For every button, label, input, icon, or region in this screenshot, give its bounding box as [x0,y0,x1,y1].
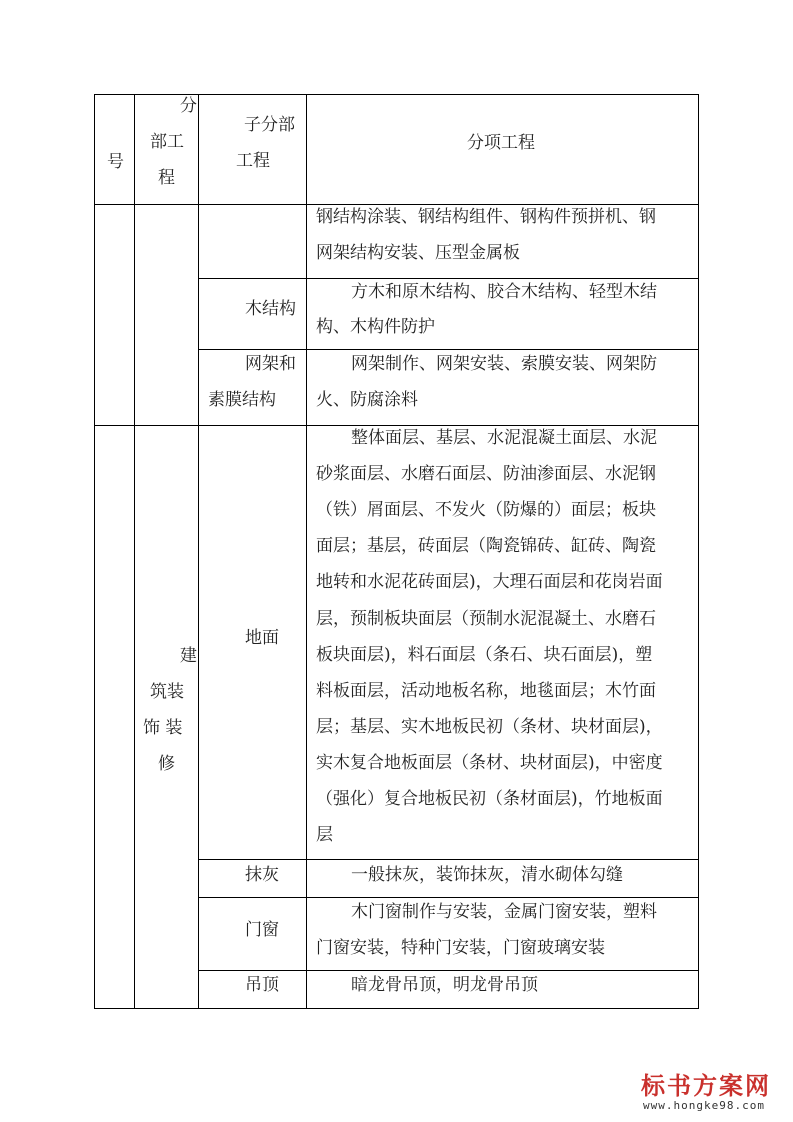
row-4-item-line-11: （强化）复合地板民初（条材面层)，竹地板面 [316,789,663,809]
division-line-1: 建 [180,646,197,666]
row-6-item-line-2: 门窗安装，特种门安装，门窗玻璃安装 [316,938,605,958]
table-border-right [698,94,699,1009]
row-6-subdivision: 门窗 [245,920,279,940]
row-4-item-line-4: 面层；基层，砖面层（陶瓷锦砖、缸砖、陶瓷 [316,536,656,556]
header-no: 号 [107,152,124,172]
row-5-subdivision: 抹灰 [245,865,279,885]
row-7-item-line-1: 暗龙骨吊顶，明龙骨吊顶 [351,975,538,995]
header-division-line-2: 部工 [150,132,184,152]
watermark-logo: 标书方案网 [641,1072,771,1100]
row-4-item-line-2: 砂浆面层、水磨石面层、防油渗面层、水泥钢 [316,464,656,484]
row-4-item-line-10: 实木复合地板面层（条材、块材面层)，中密度 [316,753,663,773]
column-divider [134,94,135,1009]
watermark-url: www.hongke98.com [643,1099,765,1112]
row-5-item-line-1: 一般抹灰，装饰抹灰，清水砌体勾缝 [351,865,623,885]
row-4-item-line-8: 料板面层，活动地板名称，地毯面层；木竹面 [316,681,656,701]
row-6-item-line-1: 木门窗制作与安装，金属门窗安装，塑料 [351,902,657,922]
row-1-item-line-2: 网架结构安装、压型金属板 [316,243,520,263]
row-3-item-line-2: 火、防腐涂料 [316,390,418,410]
row-4-item-line-1: 整体面层、基层、水泥混凝土面层、水泥 [351,428,657,448]
row-4-item-line-3: （铁）屑面层、不发火（防爆的）面层；板块 [316,500,656,520]
row-2-subdivision: 木结构 [245,299,296,319]
header-subdivision-line-2: 工程 [236,151,270,171]
table-border-left [94,94,95,1009]
division-line-4: 修 [158,754,175,774]
header-division-line-3: 程 [158,168,175,188]
row-4-item-line-7: 板块面层)，料石面层（条石、块石面层)，塑 [316,645,653,665]
row-2-item-line-2: 构、木构件防护 [316,317,435,337]
row-1-item-line-1: 钢结构涂装、钢结构组件、钢构件预拼机、钢 [316,207,656,227]
row-3-item-line-1: 网架制作、网架安装、索膜安装、网架防 [351,354,657,374]
header-items: 分项工程 [467,133,535,153]
row-4-item-line-6: 层，预制板块面层（预制水泥混凝土、水磨石 [316,609,656,629]
row-7-subdivision: 吊顶 [245,975,279,995]
row-4-item-line-12: 层 [316,825,333,845]
column-divider [198,94,199,1009]
table-border-bottom [94,1008,699,1009]
header-division-line-1: 分 [180,96,197,116]
row-4-item-line-5: 地转和水泥花砖面层)，大理石面层和花岗岩面 [316,572,663,592]
row-3-subdivision-line-1: 网架和 [245,354,296,374]
row-4-subdivision: 地面 [245,628,279,648]
division-line-2: 筑装 [150,682,184,702]
row-4-item-line-9: 层；基层、实木地板民初（条材、块材面层)， [316,717,663,737]
division-line-3: 饰 装 [143,718,183,738]
column-divider [306,94,307,1009]
row-2-item-line-1: 方木和原木结构、胶合木结构、轻型木结 [351,282,657,302]
header-subdivision-line-1: 子分部 [244,115,295,135]
row-3-subdivision-line-2: 素膜结构 [208,390,276,410]
